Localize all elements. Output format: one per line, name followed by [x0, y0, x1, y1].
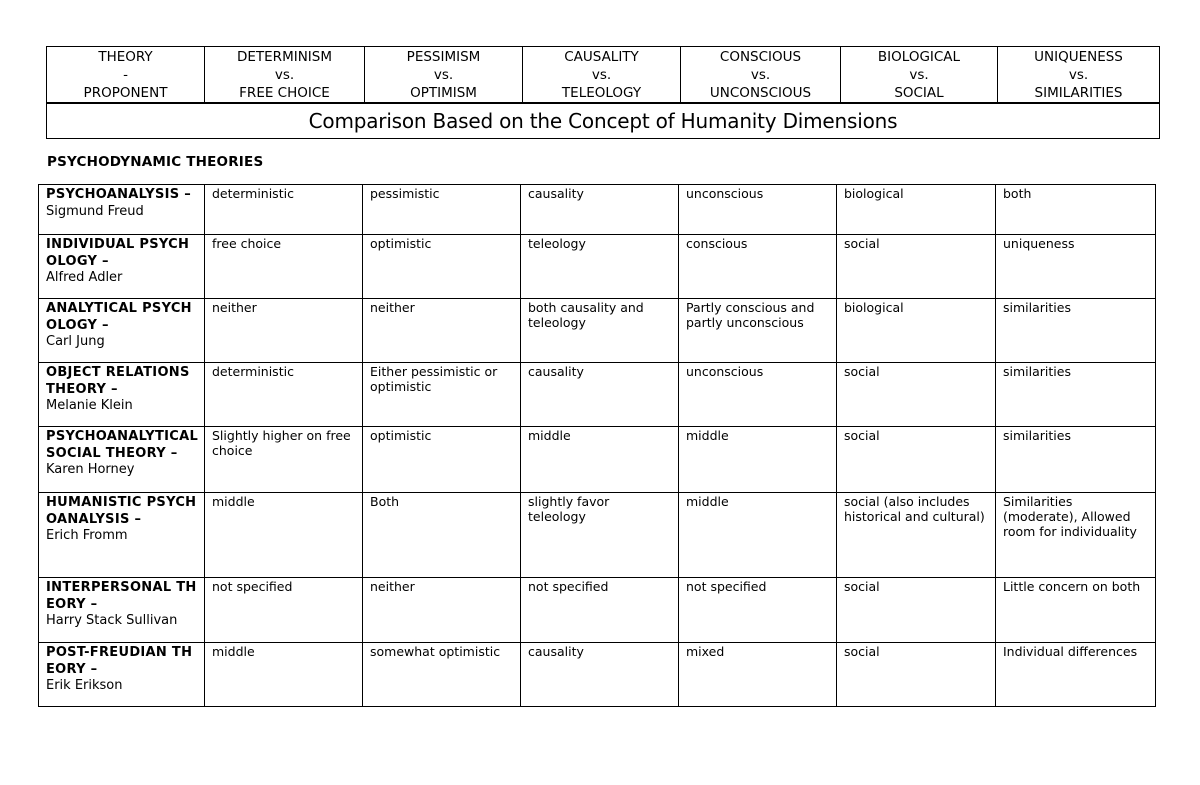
conscious-cell: Partly conscious and partly unconscious — [679, 299, 837, 363]
comparison-header-table — [46, 46, 1160, 139]
biological-cell: social — [837, 235, 996, 299]
uniqueness-cell: both — [996, 185, 1156, 235]
causality-cell: causality — [521, 363, 679, 427]
theory-name: POST-FREUDIAN THEORY – — [46, 645, 193, 677]
determinism-cell: middle — [205, 643, 363, 707]
header-col-uniqueness: UNIQUENESS vs. SIMILARITIES — [998, 47, 1160, 104]
proponent-name: Harry Stack Sullivan — [46, 613, 178, 628]
conscious-cell: unconscious — [679, 363, 837, 427]
header-col-determinism: DETERMINISM vs. FREE CHOICE — [205, 47, 365, 104]
theory-cell — [39, 299, 205, 363]
header-col-pessimism: PESSIMISM vs. OPTIMISM — [365, 47, 523, 104]
table-title: Comparison Based on the Concept of Humanity Dimensions — [47, 103, 1160, 139]
uniqueness-cell: Little concern on both — [996, 578, 1156, 643]
theory-cell — [39, 643, 205, 707]
conscious-cell: mixed — [679, 643, 837, 707]
table-row — [39, 299, 1156, 363]
conscious-cell: middle — [679, 427, 837, 493]
uniqueness-cell: similarities — [996, 427, 1156, 493]
table-row — [39, 185, 1156, 235]
header-col-biological: BIOLOGICAL vs. SOCIAL — [841, 47, 998, 104]
uniqueness-cell: similarities — [996, 363, 1156, 427]
proponent-name: Carl Jung — [46, 334, 105, 349]
uniqueness-cell: Similarities (moderate), Allowed room for individuality — [996, 493, 1156, 578]
proponent-name: Erich Fromm — [46, 528, 128, 543]
theory-cell — [39, 493, 205, 578]
theory-cell — [39, 185, 205, 235]
psychodynamic-theories-table — [38, 184, 1156, 707]
theory-name: ANALYTICAL PSYCHOLOGY – — [46, 301, 192, 333]
pessimism-cell: neither — [363, 578, 521, 643]
conscious-cell: conscious — [679, 235, 837, 299]
section-heading: PSYCHODYNAMIC THEORIES — [47, 154, 264, 170]
pessimism-cell: somewhat optimistic — [363, 643, 521, 707]
theory-name: INDIVIDUAL PSYCHOLOGY – — [46, 237, 190, 269]
table-row — [39, 643, 1156, 707]
theory-name: HUMANISTIC PSYCHOANALYSIS – — [46, 495, 197, 527]
header-col-theory: THEORY - PROPONENT — [47, 47, 205, 104]
pessimism-cell: neither — [363, 299, 521, 363]
proponent-name: Karen Horney — [46, 462, 135, 477]
pessimism-cell: optimistic — [363, 235, 521, 299]
proponent-name: Sigmund Freud — [46, 203, 144, 219]
table-row — [39, 363, 1156, 427]
theory-cell — [39, 235, 205, 299]
conscious-cell: unconscious — [679, 185, 837, 235]
determinism-cell: deterministic — [205, 185, 363, 235]
determinism-cell: neither — [205, 299, 363, 363]
determinism-cell: free choice — [205, 235, 363, 299]
table-row — [39, 578, 1156, 643]
determinism-cell: deterministic — [205, 363, 363, 427]
biological-cell: social (also includes historical and cultural) — [837, 493, 996, 578]
conscious-cell: middle — [679, 493, 837, 578]
determinism-cell: not specified — [205, 578, 363, 643]
determinism-cell: middle — [205, 493, 363, 578]
uniqueness-cell: similarities — [996, 299, 1156, 363]
causality-cell: middle — [521, 427, 679, 493]
pessimism-cell: Both — [363, 493, 521, 578]
theory-cell — [39, 427, 205, 493]
causality-cell: not specified — [521, 578, 679, 643]
header-columns-row — [47, 47, 1160, 104]
pessimism-cell: optimistic — [363, 427, 521, 493]
proponent-name: Melanie Klein — [46, 398, 133, 413]
biological-cell: social — [837, 427, 996, 493]
biological-cell: social — [837, 643, 996, 707]
proponent-name: Alfred Adler — [46, 270, 123, 285]
theory-cell — [39, 363, 205, 427]
pessimism-cell: pessimistic — [363, 185, 521, 235]
uniqueness-cell: uniqueness — [996, 235, 1156, 299]
theory-name: PSYCHOANALYTICAL SOCIAL THEORY – — [46, 429, 199, 461]
theory-name: PSYCHOANALYSIS – — [46, 187, 192, 202]
proponent-name: Erik Erikson — [46, 678, 123, 693]
causality-cell: slightly favor teleology — [521, 493, 679, 578]
uniqueness-cell: Individual differences — [996, 643, 1156, 707]
header-col-causality: CAUSALITY vs. TELEOLOGY — [523, 47, 681, 104]
causality-cell: both causality and teleology — [521, 299, 679, 363]
theory-name: INTERPERSONAL THEORY – — [46, 580, 197, 612]
biological-cell: social — [837, 363, 996, 427]
causality-cell: teleology — [521, 235, 679, 299]
causality-cell: causality — [521, 643, 679, 707]
table-row — [39, 427, 1156, 493]
pessimism-cell: Either pessimistic or optimistic — [363, 363, 521, 427]
theory-cell — [39, 578, 205, 643]
conscious-cell: not specified — [679, 578, 837, 643]
biological-cell: biological — [837, 299, 996, 363]
biological-cell: social — [837, 578, 996, 643]
causality-cell: causality — [521, 185, 679, 235]
theory-name: OBJECT RELATIONS THEORY – — [46, 365, 190, 397]
determinism-cell: Slightly higher on free choice — [205, 427, 363, 493]
table-row — [39, 493, 1156, 578]
header-col-conscious: CONSCIOUS vs. UNCONSCIOUS — [681, 47, 841, 104]
table-row — [39, 235, 1156, 299]
biological-cell: biological — [837, 185, 996, 235]
